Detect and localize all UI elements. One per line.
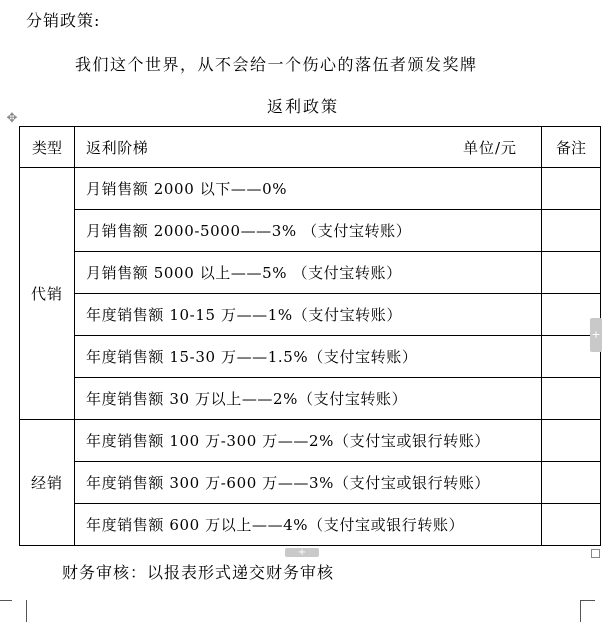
tier-cell[interactable]: 年度销售额 100 万-300 万——2%（支付宝或银行转账） (75, 420, 542, 462)
table-row (20, 252, 601, 294)
table-header-row (20, 127, 601, 168)
add-row-plus-icon[interactable]: + (285, 548, 319, 557)
footer-note: 财务审核：以报表形式递交财务审核 (62, 563, 335, 582)
table-row (20, 336, 601, 378)
page-corner-mark-icon (580, 600, 595, 622)
header-tier-label: 返利阶梯 (86, 138, 149, 157)
table-row (20, 210, 601, 252)
note-cell[interactable] (542, 420, 601, 462)
tier-cell[interactable]: 年度销售额 10-15 万——1%（支付宝转账） (75, 294, 542, 336)
note-cell[interactable] (542, 504, 601, 546)
table-row (20, 168, 601, 210)
type-cell-distribution[interactable]: 经销 (20, 420, 75, 546)
add-column-plus-icon[interactable]: + (590, 318, 602, 352)
table-move-handle-icon[interactable]: ✥ (6, 111, 18, 126)
section-heading: 分销政策: (26, 11, 101, 30)
note-cell[interactable] (542, 462, 601, 504)
table-resize-handle-icon[interactable] (591, 549, 600, 558)
header-tier[interactable] (75, 127, 542, 168)
table-row (20, 420, 601, 462)
type-cell-consignment[interactable]: 代销 (20, 168, 75, 420)
note-cell[interactable] (542, 168, 601, 210)
table-row (20, 504, 601, 546)
table-row (20, 462, 601, 504)
note-cell[interactable] (542, 252, 601, 294)
note-cell[interactable] (542, 378, 601, 420)
table-title: 返利政策 (266, 97, 339, 116)
tier-cell[interactable]: 年度销售额 300 万-600 万——3%（支付宝或银行转账） (75, 462, 542, 504)
slogan-text: 我们这个世界，从不会给一个伤心的落伍者颁发奖牌 (75, 55, 478, 74)
table-row (20, 294, 601, 336)
tier-cell[interactable]: 月销售额 2000-5000——3% （支付宝转账） (75, 210, 542, 252)
header-type[interactable]: 类型 (20, 127, 75, 168)
tier-cell[interactable]: 月销售额 5000 以上——5% （支付宝转账） (75, 252, 542, 294)
rebate-policy-table (19, 126, 601, 546)
tier-cell[interactable]: 月销售额 2000 以下——0% (75, 168, 542, 210)
header-unit-label: 单位/元 (462, 139, 517, 157)
table-row (20, 378, 601, 420)
note-cell[interactable] (542, 210, 601, 252)
header-note[interactable]: 备注 (542, 127, 601, 168)
tier-cell[interactable]: 年度销售额 30 万以上——2%（支付宝转账） (75, 378, 542, 420)
tier-cell[interactable]: 年度销售额 600 万以上——4%（支付宝或银行转账） (75, 504, 542, 546)
page-corner-mark-icon (12, 600, 27, 622)
tier-cell[interactable]: 年度销售额 15-30 万——1.5%（支付宝转账） (75, 336, 542, 378)
